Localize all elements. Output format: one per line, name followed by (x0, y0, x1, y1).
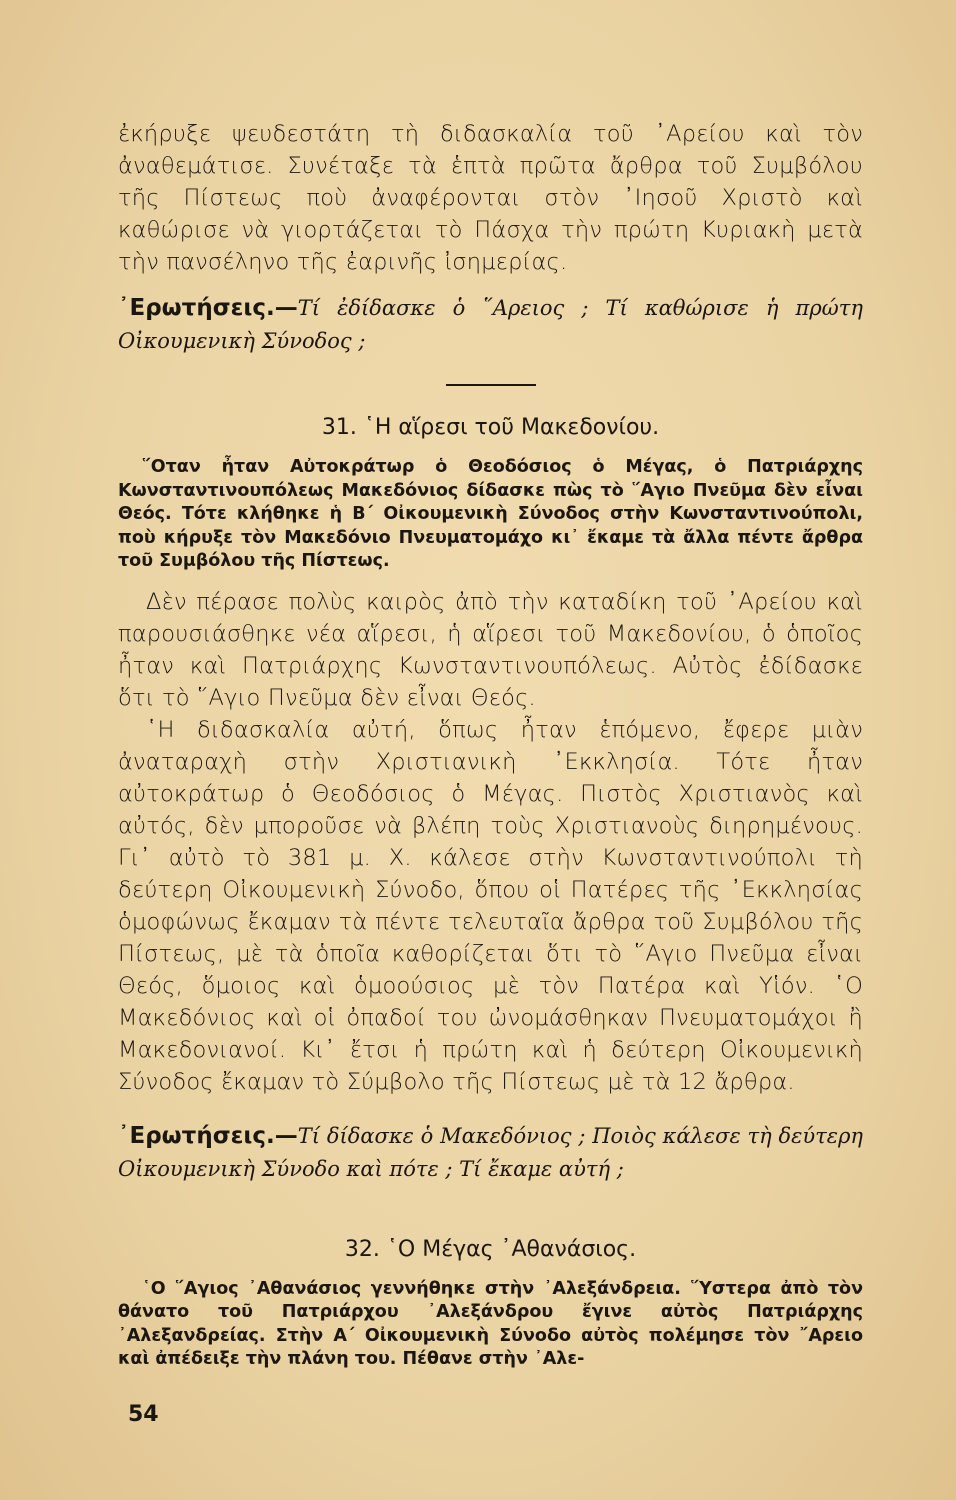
page-number: 54 (128, 1402, 159, 1427)
questions-block-2 (118, 1120, 863, 1186)
questions-block-1 (118, 292, 863, 358)
section-31-paragraph-2: ῾Η διδασκαλία αὐτή, ὅπως ἦταν ἑπόμενο, ἔφερε μιὰν ἀναταραχὴ στὴν Χριστιανικὴ ᾿Εκκλησία. Τότε ἦταν αὐτοκράτωρ ὁ Θεοδόσιος ὁ Μέγας. Πιστὸς Χριστιανὸς καὶ αὐτός, δὲν μποροῦσε νὰ βλέπη τοὺς Χριστιανοὺς διηρημένους. Γι᾿ αὐτὸ τὸ 381 μ. Χ. κάλεσε στὴν Κωνσταντινούπολι τὴ δεύτερη Οἰκουμενικὴ Σύνοδο, ὅπου οἱ Πατέρες τῆς ᾿Εκκλησίας ὁμοφώνως ἔκαμαν τὰ πέντε τελευταῖα ἄρθρα τοῦ Συμβόλου τῆς Πίστεως, μὲ τὰ ὁποῖα καθορίζεται ὅτι τὸ ῞Αγιο Πνεῦμα εἶναι Θεός, ὅμοιος καὶ ὁμοούσιος μὲ τὸν Πατέρα καὶ Υἱόν. ῾Ο Μακεδόνιος καὶ οἱ ὀπαδοί του ὠνομάσθηκαν Πνευματομάχοι ἢ Μακεδονιανοί. Κι᾿ ἔτσι ἡ πρώτη καὶ ἡ δεύτερη Οἰκουμενικὴ Σύνοδος ἔκαμαν τὸ Σύμβολο τῆς Πίστεως μὲ τὰ 12 ἄρθρα. (118, 716, 863, 1095)
questions-text: Τί ἐδίδασκε ὁ ῞Αρειος ; Τί καθώρισε ἡ πρώτη Οἰκουμενικὴ Σύνοδος ; (118, 296, 863, 353)
page-content (118, 118, 863, 1372)
section-32-heading: 32. ῾Ο Μέγας ᾿Αθανάσιος. (344, 1236, 637, 1262)
intro-paragraph: ἐκήρυξε ψευδεστάτη τὴ διδασκαλία τοῦ ᾿Αρείου καὶ τὸν ἀναθεμάτισε. Συνέταξε τὰ ἑπτὰ πρῶτα ἄρθρα τοῦ Συμβόλου τῆς Πίστεως ποὺ ἀναφέρονται στὸν ᾿Ιησοῦ Χριστὸ καὶ καθώρισε νὰ γιορτάζεται τὸ Πάσχα τὴν πρώτη Κυριακὴ μετὰ τὴν πανσέληνο τῆς ἐαρινῆς ἰσημερίας. (118, 121, 863, 275)
questions-text: Τί δίδασκε ὁ Μακεδόνιος ; Ποιὸς κάλεσε τὴ δεύτερη Οἰκουμενικὴ Σύνοδο καὶ πότε ; Τί ἔκαμε αὐτή ; (118, 1123, 863, 1181)
questions-label: ᾿Ερωτήσεις.— (118, 1122, 298, 1149)
section-divider (446, 384, 536, 386)
section-31-paragraph-1: Δὲν πέρασε πολὺς καιρὸς ἀπὸ τὴν καταδίκη τοῦ ᾿Αρείου καὶ παρουσιάσθηκε νέα αἵρεσι, ἡ αἵρεσι τοῦ Μακεδονίου, ὁ ὁποῖος ἦταν καὶ Πατριάρχης Κωνσταντινουπόλεως. Αὐτὸς ἐδίδασκε ὅτι τὸ ῞Αγιο Πνεῦμα δὲν εἶναι Θεός. (118, 588, 863, 711)
questions-label: ᾿Ερωτήσεις.— (118, 295, 298, 321)
section-32-summary: ῾Ο ῞Αγιος ᾿Αθανάσιος γεννήθηκε στὴν ᾿Αλεξάνδρεια. ῞Υστερα ἀπὸ τὸν θάνατο τοῦ Πατριάρχου ᾿Αλεξάνδρου ἔγινε αὐτὸς Πατριάρχης ᾿Αλεξανδρείας. Στὴν Α΄ Οἰκουμενικὴ Σύνοδο αὐτὸς πολέμησε τὸν ῎Αρειο καὶ ἀπέδειξε τὴν πλάνη του. Πέθανε στὴν ᾿Αλε- (118, 1278, 863, 1369)
section-31-summary: ῞Οταν ἦταν Αὐτοκράτωρ ὁ Θεοδόσιος ὁ Μέγας, ὁ Πατριάρχης Κωνσταντινουπόλεως Μακεδόνιος δίδασκε πὼς τὸ ῞Αγιο Πνεῦμα δὲν εἶναι Θεός. Τότε κλήθηκε ἡ Β΄ Οἰκουμενικὴ Σύνοδος στὴν Κωνσταντινούπολι, ποὺ κήρυξε τὸν Μακεδόνιο Πνευματομάχο κι᾿ ἔκαμε τὰ ἄλλα πέντε ἄρθρα τοῦ Συμβόλου τῆς Πίστεως. (118, 457, 863, 571)
section-31-heading: 31. ῾Η αἵρεσι τοῦ Μακεδονίου. (321, 415, 660, 440)
